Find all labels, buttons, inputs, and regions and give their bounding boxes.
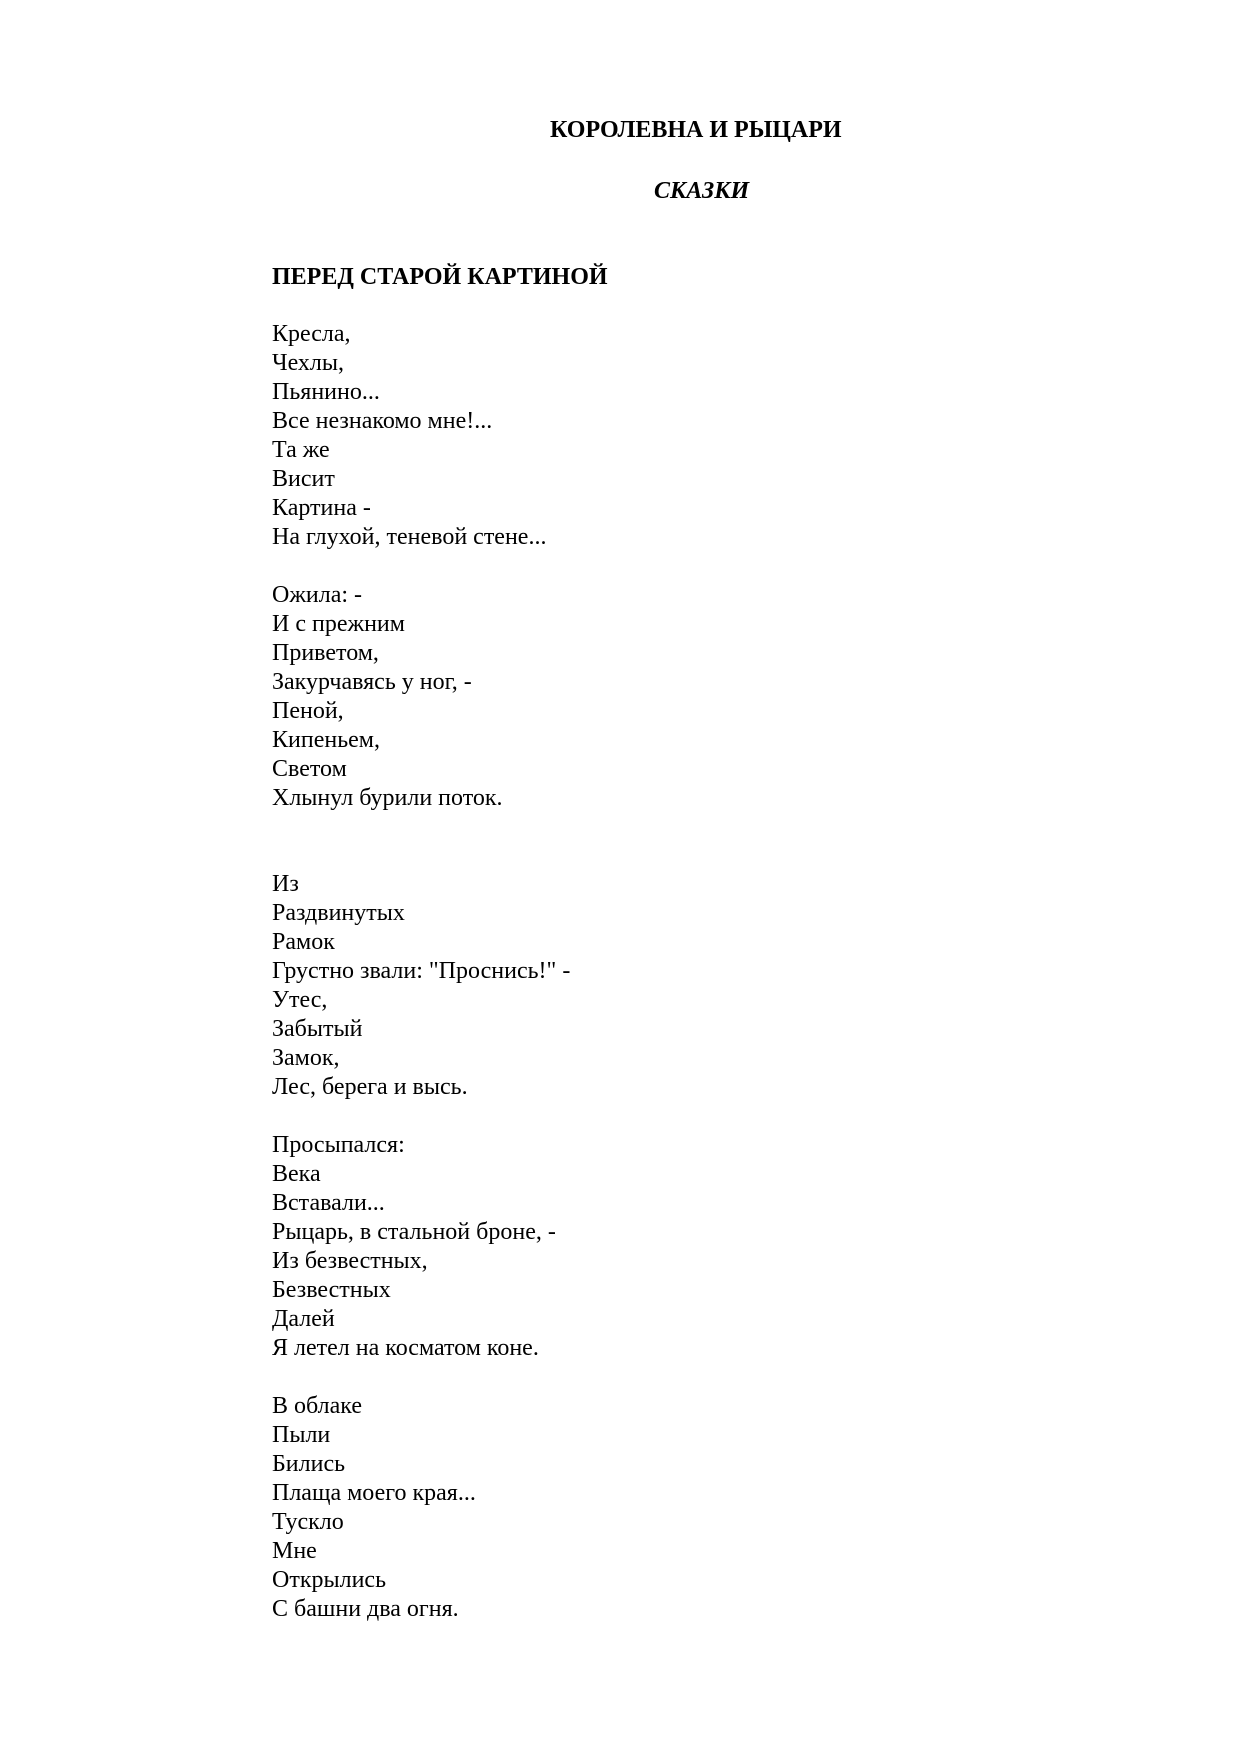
poem-line: Замок, — [272, 1045, 340, 1071]
poem-line: Мне — [272, 1538, 317, 1564]
poem-line: Забытый — [272, 1016, 363, 1042]
poem-line: Вставали... — [272, 1190, 385, 1216]
poem-line: Грустно звали: "Проснись!" - — [272, 958, 571, 984]
poem-line: Безвестных — [272, 1277, 391, 1303]
poem-line: Картина - — [272, 495, 371, 521]
poem-line: Пеной, — [272, 698, 344, 724]
stanza — [272, 320, 546, 552]
poem-line: И с прежним — [272, 611, 405, 637]
poem-line: Рамок — [272, 929, 335, 955]
poem-line: Просыпался: — [272, 1132, 405, 1158]
poem-line: Утес, — [272, 987, 328, 1013]
poem-line: Приветом, — [272, 640, 379, 666]
poem-line: Светом — [272, 756, 347, 782]
stanza — [272, 1392, 476, 1624]
book-subtitle: СКАЗКИ — [654, 178, 750, 204]
stanza — [272, 581, 503, 813]
stanza — [272, 870, 570, 1102]
poem-line: Я летел на косматом коне. — [272, 1335, 539, 1361]
poem-line: Бились — [272, 1451, 346, 1477]
poem-line: Кресла, — [272, 321, 351, 347]
poem-line: Закурчавясь у ног, - — [272, 669, 472, 695]
poem-line: Пыли — [272, 1422, 331, 1448]
poem-line: Плаща моего края... — [272, 1480, 476, 1506]
poem-title: ПЕРЕД СТАРОЙ КАРТИНОЙ — [272, 264, 608, 290]
poem-line: Тускло — [272, 1509, 344, 1535]
poem-line: Из безвестных, — [272, 1248, 428, 1274]
poem-line: Раздвинутых — [272, 900, 405, 926]
poem-line: Лес, берега и высь. — [272, 1074, 468, 1100]
poem-line: Рыцарь, в стальной броне, - — [272, 1219, 556, 1245]
poem-line: Висит — [272, 466, 335, 492]
poem-line: Века — [272, 1161, 321, 1187]
poem-line: Чехлы, — [272, 350, 345, 376]
poem-line: В облаке — [272, 1393, 362, 1419]
stanza — [272, 1131, 556, 1363]
poem-line: Та же — [272, 437, 330, 463]
book-title: КОРОЛЕВНА И РЫЦАРИ — [550, 117, 842, 143]
poem-line: Хлынул бурили поток. — [272, 785, 503, 811]
poem-line: Пьянино... — [272, 379, 380, 405]
poem-line: Из — [272, 871, 299, 897]
poem-line: На глухой, теневой стене... — [272, 524, 547, 550]
poem-line: Все незнакомо мне!... — [272, 408, 493, 434]
poem-line: Кипеньем, — [272, 727, 380, 753]
poem-line: С башни два огня. — [272, 1596, 459, 1622]
poem-line: Далей — [272, 1306, 335, 1332]
poem-line: Ожила: - — [272, 582, 363, 608]
poem-line: Открылись — [272, 1567, 387, 1593]
